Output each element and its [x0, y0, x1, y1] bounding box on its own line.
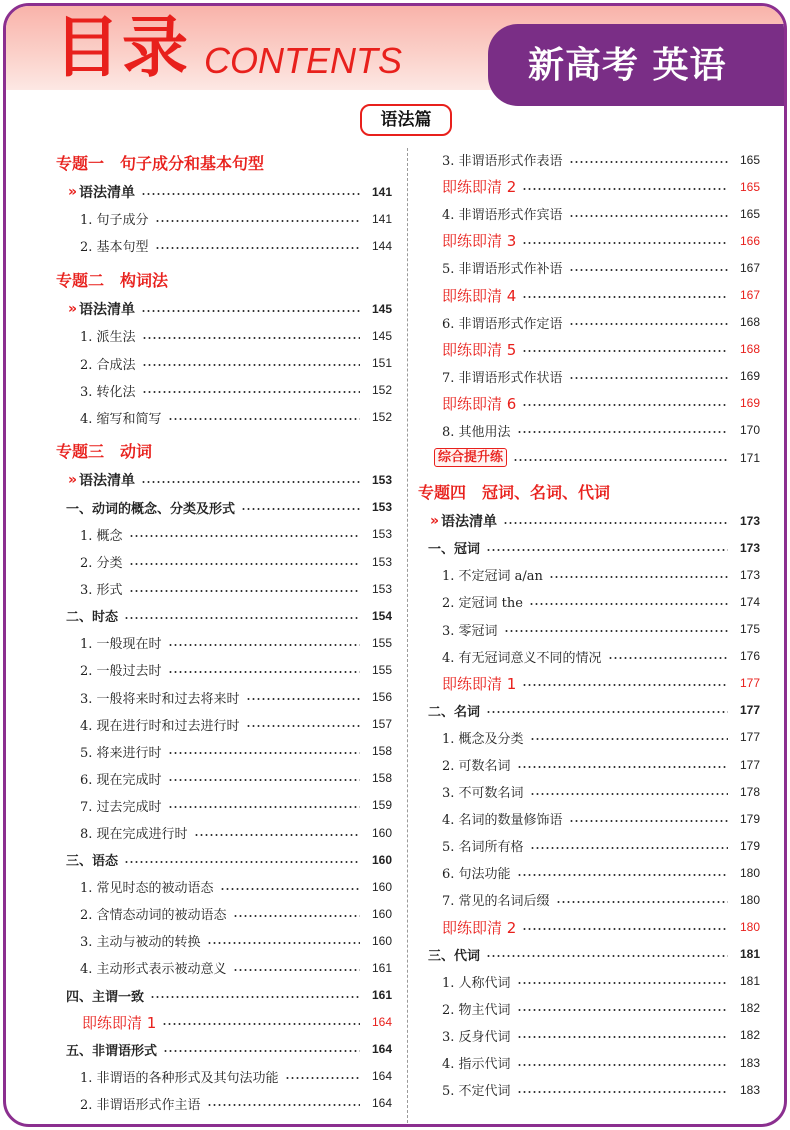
toc-entry-label: 1. 人称代词 — [442, 975, 511, 991]
toc-entry-label: 1. 概念 — [80, 528, 123, 544]
toc-page-number: 164 — [371, 1096, 392, 1111]
title-chinese: 目录 — [54, 9, 190, 86]
dot-leader — [163, 1043, 360, 1055]
toc-entry[interactable] — [414, 200, 760, 227]
toc-entry[interactable] — [414, 444, 760, 471]
toc-entry[interactable] — [52, 1009, 392, 1036]
dot-leader — [522, 181, 728, 193]
toc-entry-label: 8. 其他用法 — [442, 424, 511, 440]
dot-leader — [142, 330, 360, 342]
toc-entry-label: 4. 非谓语形式作宾语 — [442, 208, 563, 224]
toc-entry-label: 1. 一般现在时 — [80, 637, 162, 653]
toc-page-number: 165 — [739, 152, 760, 167]
dot-leader — [522, 397, 728, 409]
toc-page-number: 173 — [739, 540, 760, 555]
toc-entry-label: 语法清单 — [79, 184, 136, 201]
dot-leader — [194, 827, 360, 839]
toc-entry[interactable] — [52, 602, 392, 629]
toc-entry-label: 即练即清 6 — [442, 394, 517, 413]
dot-leader — [517, 1057, 728, 1069]
toc-entry[interactable] — [414, 670, 760, 697]
toc-entry-label: 6. 非谓语形式作定语 — [442, 316, 563, 332]
dot-leader — [517, 975, 728, 987]
toc-entry[interactable] — [52, 404, 392, 431]
toc-entry-label: 专题二 构词法 — [56, 270, 169, 290]
toc-page-number: 157 — [371, 717, 392, 732]
toc-entry-label: 2. 基本句型 — [80, 240, 149, 256]
toc-entry[interactable] — [414, 941, 760, 968]
dot-leader — [155, 240, 360, 252]
dot-leader — [220, 881, 360, 893]
toc-entry-label: 3. 反身代词 — [442, 1029, 511, 1045]
toc-entry-label: 2. 物主代词 — [442, 1002, 511, 1018]
toc-entry-label: 五、非谓语形式 — [66, 1043, 158, 1059]
toc-entry[interactable] — [414, 805, 760, 832]
toc-entry-label: 一、动词的概念、分类及形式 — [66, 501, 236, 517]
dot-leader — [486, 948, 728, 960]
toc-entry-label: 即练即清 2 — [442, 918, 517, 937]
toc-entry[interactable] — [414, 561, 760, 588]
dot-leader — [129, 528, 360, 540]
toc-entry[interactable] — [414, 417, 760, 444]
toc-entry-label: 1. 概念及分类 — [442, 731, 524, 747]
toc-page-number: 177 — [739, 703, 760, 718]
dot-leader — [141, 474, 360, 486]
toc-entry[interactable] — [414, 968, 760, 995]
toc-page-number: 158 — [371, 744, 392, 759]
toc-page-number: 160 — [371, 825, 392, 840]
toc-entry[interactable] — [414, 697, 760, 724]
toc-page-number: 141 — [371, 184, 392, 199]
toc-page-number: 165 — [739, 206, 760, 221]
toc-entry-label: 1. 常见时态的被动语态 — [80, 881, 214, 897]
toc-entry-label: 7. 常见的名词后缀 — [442, 894, 550, 910]
toc-entry-label: 专题三 动词 — [56, 442, 153, 462]
dot-leader — [233, 962, 360, 974]
toc-page-number: 177 — [739, 757, 760, 772]
toc-entry[interactable] — [414, 886, 760, 913]
toc-page-number: 145 — [371, 328, 392, 343]
toc-page-number: 153 — [371, 527, 392, 542]
toc-page-number: 182 — [739, 1001, 760, 1016]
toc-entry-label: 即练即清 1 — [442, 674, 517, 693]
dot-leader — [246, 718, 360, 730]
dot-leader — [569, 370, 728, 382]
toc-entry[interactable] — [52, 205, 392, 232]
toc-page-number: 164 — [371, 1015, 392, 1030]
dot-leader — [517, 759, 728, 771]
toc-entry-label: 8. 现在完成进行时 — [80, 827, 188, 843]
toc-page-number: 180 — [739, 892, 760, 907]
toc-entry[interactable] — [414, 534, 760, 561]
toc-entry-label: 专题一 句子成分和基本句型 — [56, 153, 265, 173]
toc-page-number: 173 — [739, 567, 760, 582]
toc-entry-label: 2. 可数名词 — [442, 759, 511, 775]
toc-entry[interactable] — [52, 684, 392, 711]
dot-leader — [141, 186, 360, 198]
toc-page-number: 174 — [739, 594, 760, 609]
toc-entry-label: 二、时态 — [66, 610, 119, 626]
toc-page-number: 155 — [371, 635, 392, 650]
toc-page-number: 164 — [371, 1069, 392, 1084]
toc-topic-heading[interactable] — [414, 475, 760, 507]
toc-entry-label: 2. 非谓语形式作主语 — [80, 1097, 201, 1113]
toc-page-number: 144 — [371, 238, 392, 253]
toc-entry[interactable] — [414, 309, 760, 336]
dot-leader — [142, 357, 360, 369]
toc-entry-label: 3. 零冠词 — [442, 623, 498, 639]
toc-page-number: 152 — [371, 410, 392, 425]
dot-leader — [141, 303, 360, 315]
toc-page-number: 166 — [739, 233, 760, 248]
toc-right-column — [414, 146, 760, 1103]
toc-entry[interactable] — [52, 349, 392, 376]
toc-entry[interactable] — [414, 363, 760, 390]
toc-entry[interactable] — [414, 832, 760, 859]
toc-entry-label: 即练即清 3 — [442, 232, 517, 251]
toc-entry[interactable] — [414, 507, 760, 534]
toc-entry-label: 即练即清 2 — [442, 178, 517, 197]
toc-page-number: 161 — [371, 960, 392, 975]
chevron-right-icon: » — [68, 183, 78, 200]
dot-leader — [129, 556, 360, 568]
toc-entry-label: 四、主谓一致 — [66, 989, 145, 1005]
toc-entry[interactable] — [52, 548, 392, 575]
dot-leader — [207, 1097, 360, 1109]
toc-entry-label: 即练即清 5 — [442, 340, 517, 359]
toc-entry-label: 3. 形式 — [80, 583, 123, 599]
toc-page-number: 167 — [739, 288, 760, 303]
dot-leader — [530, 731, 728, 743]
toc-entry-label: 3. 不可数名词 — [442, 786, 524, 802]
toc-entry[interactable] — [414, 1022, 760, 1049]
toc-page-number: 179 — [739, 811, 760, 826]
toc-entry[interactable] — [52, 521, 392, 548]
toc-entry-label: 2. 一般过去时 — [80, 664, 162, 680]
toc-page-number: 171 — [739, 450, 760, 465]
dot-leader — [608, 650, 728, 662]
toc-entry[interactable] — [52, 1063, 392, 1090]
toc-page-number: 170 — [739, 423, 760, 438]
toc-entry-label: 4. 现在进行时和过去进行时 — [80, 718, 240, 734]
toc-entry[interactable] — [414, 1076, 760, 1103]
toc-page-number: 153 — [371, 554, 392, 569]
toc-entry-label: 1. 非谓语的各种形式及其句法功能 — [80, 1070, 279, 1086]
toc-entry[interactable] — [414, 390, 760, 417]
toc-entry[interactable] — [52, 178, 392, 205]
toc-entry[interactable] — [52, 377, 392, 404]
toc-entry[interactable] — [52, 1036, 392, 1063]
dot-leader — [522, 343, 728, 355]
toc-entry-label: 2. 分类 — [80, 556, 123, 572]
toc-entry[interactable] — [414, 914, 760, 941]
toc-topic-heading[interactable] — [52, 146, 392, 178]
dot-leader — [486, 542, 728, 554]
toc-entry[interactable] — [414, 173, 760, 200]
dot-leader — [569, 208, 728, 220]
dot-leader — [569, 316, 728, 328]
toc-entry[interactable] — [52, 792, 392, 819]
toc-entry[interactable] — [52, 954, 392, 981]
toc-entry-label: 2. 定冠词 the — [442, 596, 523, 612]
dot-leader — [207, 935, 360, 947]
toc-page-number: 161 — [371, 988, 392, 1003]
dot-leader — [522, 677, 728, 689]
dot-leader — [556, 894, 728, 906]
dot-leader — [549, 569, 728, 581]
toc-entry[interactable] — [52, 982, 392, 1009]
toc-page-number: 153 — [371, 473, 392, 488]
dot-leader — [168, 664, 360, 676]
toc-entry[interactable] — [52, 900, 392, 927]
toc-page-number: 153 — [371, 581, 392, 596]
dot-leader — [124, 854, 360, 866]
toc-page-number: 180 — [739, 865, 760, 880]
toc-entry-label: 即练即清 4 — [442, 286, 517, 305]
toc-topic-heading[interactable] — [52, 435, 392, 467]
dot-leader — [168, 772, 360, 784]
toc-page-number: 164 — [371, 1042, 392, 1057]
toc-page-number: 141 — [371, 211, 392, 226]
toc-page-number: 173 — [739, 513, 760, 528]
toc-entry-label: 3. 一般将来时和过去将来时 — [80, 691, 240, 707]
toc-entry-label: 3. 转化法 — [80, 384, 136, 400]
toc-entry[interactable] — [52, 1090, 392, 1117]
toc-entry-label: 6. 现在完成时 — [80, 772, 162, 788]
toc-entry-label: 4. 缩写和简写 — [80, 411, 162, 427]
toc-entry-label: 1. 不定冠词 a/an — [442, 569, 543, 585]
toc-entry[interactable] — [414, 281, 760, 308]
toc-page-number: 159 — [371, 798, 392, 813]
toc-entry[interactable] — [414, 724, 760, 751]
toc-entry[interactable] — [414, 227, 760, 254]
dot-leader — [522, 235, 728, 247]
toc-entry-label: 语法清单 — [79, 301, 136, 318]
toc-entry[interactable] — [52, 295, 392, 322]
dot-leader — [569, 813, 728, 825]
toc-left-column — [52, 146, 392, 1117]
toc-entry[interactable] — [414, 336, 760, 363]
dot-leader — [150, 989, 360, 1001]
title-english: CONTENTS — [204, 40, 402, 81]
dot-leader — [168, 745, 360, 757]
dot-leader — [162, 1016, 360, 1028]
dot-leader — [486, 704, 728, 716]
toc-entry-label: 语法清单 — [79, 473, 136, 490]
column-divider — [407, 148, 408, 1123]
toc-entry[interactable] — [414, 1049, 760, 1076]
toc-entry[interactable] — [52, 927, 392, 954]
chevron-right-icon: » — [430, 512, 440, 529]
toc-entry[interactable] — [414, 616, 760, 643]
toc-page-number: 155 — [371, 662, 392, 677]
dot-leader — [513, 452, 728, 464]
toc-entry-label: 6. 句法功能 — [442, 867, 511, 883]
toc-entry-label: 2. 含情态动词的被动语态 — [80, 908, 227, 924]
dot-leader — [285, 1070, 360, 1082]
toc-entry-label: 3. 主动与被动的转换 — [80, 935, 201, 951]
toc-entry-label: 即练即清 1 — [82, 1013, 157, 1032]
section-badge: 语法篇 — [360, 104, 452, 136]
toc-page-number: 179 — [739, 838, 760, 853]
toc-entry[interactable] — [414, 254, 760, 281]
toc-entry-label: 4. 名词的数量修饰语 — [442, 813, 563, 829]
toc-entry-label: 1. 派生法 — [80, 330, 136, 346]
page-frame — [3, 3, 787, 1127]
toc-entry-label: 综合提升练 — [434, 448, 507, 467]
dot-leader — [241, 501, 360, 513]
toc-entry[interactable] — [52, 846, 392, 873]
toc-page-number: 151 — [371, 356, 392, 371]
toc-page-number: 175 — [739, 622, 760, 637]
dot-leader — [504, 623, 728, 635]
toc-entry[interactable] — [52, 575, 392, 602]
toc-entry-label: 2. 合成法 — [80, 357, 136, 373]
dot-leader — [124, 610, 360, 622]
toc-entry[interactable] — [414, 859, 760, 886]
toc-entry[interactable] — [52, 467, 392, 494]
dot-leader — [530, 786, 728, 798]
toc-page-number: 165 — [739, 179, 760, 194]
toc-page-number: 168 — [739, 315, 760, 330]
dot-leader — [517, 424, 728, 436]
toc-page-number: 152 — [371, 383, 392, 398]
toc-entry[interactable] — [52, 232, 392, 259]
dot-leader — [168, 799, 360, 811]
dot-leader — [530, 840, 728, 852]
dot-leader — [529, 596, 728, 608]
dot-leader — [155, 213, 360, 225]
toc-page-number: 177 — [739, 676, 760, 691]
dot-leader — [569, 262, 728, 274]
toc-page-number: 183 — [739, 1082, 760, 1097]
dot-leader — [517, 1084, 728, 1096]
toc-topic-heading[interactable] — [52, 263, 392, 295]
dot-leader — [517, 1002, 728, 1014]
toc-entry[interactable] — [414, 643, 760, 670]
toc-entry-label: 7. 过去完成时 — [80, 799, 162, 815]
chevron-right-icon: » — [68, 300, 78, 317]
toc-entry-label: 三、语态 — [66, 854, 119, 870]
toc-page-number: 178 — [739, 784, 760, 799]
toc-page-number: 160 — [371, 933, 392, 948]
toc-entry[interactable] — [414, 588, 760, 615]
toc-entry-label: 4. 有无冠词意义不同的情况 — [442, 650, 602, 666]
toc-entry-label: 7. 非谓语形式作状语 — [442, 370, 563, 386]
toc-page-number: 176 — [739, 649, 760, 664]
toc-entry-label: 5. 将来进行时 — [80, 745, 162, 761]
toc-entry[interactable] — [414, 146, 760, 173]
toc-entry[interactable] — [52, 819, 392, 846]
dot-leader — [522, 289, 728, 301]
toc-page-number: 168 — [739, 342, 760, 357]
toc-entry[interactable] — [52, 322, 392, 349]
toc-entry[interactable] — [52, 738, 392, 765]
dot-leader — [168, 637, 360, 649]
toc-entry[interactable] — [52, 765, 392, 792]
toc-page-number: 160 — [371, 879, 392, 894]
dot-leader — [517, 1029, 728, 1041]
dot-leader — [517, 867, 728, 879]
toc-entry[interactable] — [52, 629, 392, 656]
toc-page-number: 145 — [371, 301, 392, 316]
toc-entry-label: 4. 指示代词 — [442, 1057, 511, 1073]
dot-leader — [522, 921, 728, 933]
toc-entry-label: 5. 非谓语形式作补语 — [442, 262, 563, 278]
toc-entry-label: 5. 名词所有格 — [442, 840, 524, 856]
toc-page-number: 182 — [739, 1028, 760, 1043]
toc-entry[interactable] — [52, 656, 392, 683]
dot-leader — [142, 384, 360, 396]
dot-leader — [569, 154, 728, 166]
toc-page-number: 160 — [371, 852, 392, 867]
dot-leader — [233, 908, 360, 920]
toc-page-number: 169 — [739, 396, 760, 411]
toc-page-number: 158 — [371, 771, 392, 786]
dot-leader — [168, 411, 360, 423]
toc-entry-label: 二、名词 — [428, 704, 481, 720]
toc-entry-label: 1. 句子成分 — [80, 213, 149, 229]
brand-label: 新高考 英语 — [488, 24, 787, 106]
toc-page-number: 180 — [739, 920, 760, 935]
toc-entry-label: 5. 不定代词 — [442, 1084, 511, 1100]
toc-entry[interactable] — [52, 873, 392, 900]
toc-entry-label: 3. 非谓语形式作表语 — [442, 154, 563, 170]
toc-entry[interactable] — [414, 751, 760, 778]
toc-entry-label: 三、代词 — [428, 948, 481, 964]
toc-page-number: 154 — [371, 608, 392, 623]
toc-page-number: 181 — [739, 947, 760, 962]
toc-page-number: 160 — [371, 906, 392, 921]
toc-page-number: 177 — [739, 730, 760, 745]
chevron-right-icon: » — [68, 472, 78, 489]
dot-leader — [503, 515, 728, 527]
toc-entry[interactable] — [414, 995, 760, 1022]
toc-entry-label: 4. 主动形式表示被动意义 — [80, 962, 227, 978]
toc-page-number: 169 — [739, 369, 760, 384]
toc-entry-label: 专题四 冠词、名词、代词 — [418, 482, 611, 502]
toc-page-number: 153 — [371, 500, 392, 515]
toc-entry-label: 一、冠词 — [428, 542, 481, 558]
dot-leader — [129, 583, 360, 595]
toc-page-number: 156 — [371, 690, 392, 705]
toc-page-number: 183 — [739, 1055, 760, 1070]
toc-entry[interactable] — [52, 711, 392, 738]
toc-page-number: 181 — [739, 974, 760, 989]
toc-entry[interactable] — [52, 494, 392, 521]
dot-leader — [246, 691, 360, 703]
toc-page-number: 167 — [739, 260, 760, 275]
toc-entry[interactable] — [414, 778, 760, 805]
toc-entry-label: 语法清单 — [441, 513, 498, 530]
